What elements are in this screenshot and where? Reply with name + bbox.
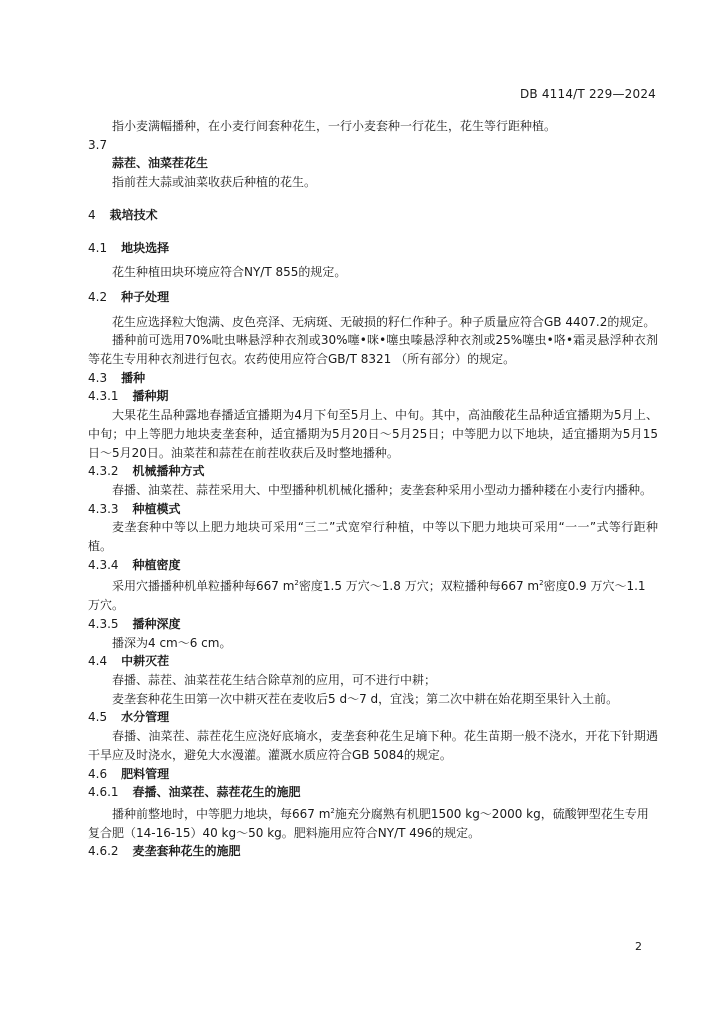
section-4-5-heading — [88, 708, 658, 727]
section-4-3-5-paragraph: 播深为4 cm～6 cm。 — [112, 635, 232, 650]
section-4-2-number: 4.2 — [88, 289, 108, 304]
section-4-4-paragraph-1: 春播、蒜茬、油菜茬花生结合除草剂的应用，可不进行中耕； — [112, 672, 437, 687]
section-4-6-2-heading — [88, 842, 658, 861]
page-number: 2 — [635, 940, 642, 953]
section-4-3-4-number: 4.3.4 — [88, 557, 119, 572]
section-4-6-1-heading — [88, 783, 658, 802]
section-4-5-number: 4.5 — [88, 710, 108, 725]
section-3-7-number: 3.7 — [88, 137, 108, 152]
section-4-3-1-paragraph: 大果花生品种露地春播适宜播期为4月下旬至5月上、中旬。其中，高油酸花生品种适宜播期为5月上、中旬；中上等肥力地块麦垄套种，适宜播期为5月20日～5月25日；中等肥力以下地块，适宜播期为5月15日～5月20日。油菜茬和蒜茬在前茬收获后及时整地播种。 — [88, 408, 658, 460]
section-4-4-title: 中耕灭茬 — [121, 654, 170, 669]
section-4-3-4-heading — [88, 556, 658, 575]
section-4-3-4-paragraph-line-1: 采用穴播播种机单粒播种每667 $m^2$密度1.5 万穴～1.8 万穴；双粒播种每667 $m^2$密度0.9 万穴～1.1 — [112, 579, 646, 594]
section-4-title: 栽培技术 — [109, 207, 158, 222]
section-4-1-title: 地块选择 — [121, 240, 170, 255]
section-4-3-5-heading — [88, 615, 658, 634]
section-3-7-definition: 指前茬大蒜或油菜收获后种植的花生。 — [112, 175, 317, 190]
section-4-3-2-paragraph: 春播、油菜茬、蒜茬采用大、中型播种机机械化播种；麦垄套种采用小型动力播种耧在小麦行内播种。 — [112, 482, 653, 497]
section-4-3-title: 播种 — [121, 370, 146, 385]
section-4-2-heading — [88, 288, 658, 307]
section-4-number: 4 — [88, 207, 96, 222]
section-4-3-3-heading — [88, 500, 658, 519]
section-4-3-5-title: 播种深度 — [132, 616, 181, 631]
section-4-3-number: 4.3 — [88, 370, 108, 385]
section-3-7-title: 蒜茬、油菜茬花生 — [112, 156, 209, 171]
section-4-4-number: 4.4 — [88, 654, 108, 669]
section-4-6-2-title: 麦垄套种花生的施肥 — [132, 844, 241, 859]
section-4-3-1-number: 4.3.1 — [88, 389, 119, 404]
section-4-3-1-heading — [88, 387, 658, 406]
document-body — [88, 117, 658, 861]
section-4-2-paragraph-2: 播种前可选用70%吡虫啉悬浮种衣剂或30%噻•咪•噻虫嗪悬浮种衣剂或25%噻虫•咯•霜灵悬浮种衣剂等花生专用种衣剂进行包衣。农药使用应符合GB/T 8321 （所有部分）的规定。 — [88, 333, 658, 367]
section-4-6-1-paragraph-line-1: 播种前整地时，中等肥力地块，每667 $m^2$施充分腐熟有机肥1500 kg～2000 kg，硫酸钾型花生专用 — [112, 806, 649, 821]
section-4-1-heading — [88, 239, 658, 258]
section-4-2-title: 种子处理 — [121, 289, 170, 304]
section-4-3-4-title: 种植密度 — [132, 557, 181, 572]
document-code: DB 4114/T 229—2024 — [519, 87, 656, 101]
section-4-3-5-number: 4.3.5 — [88, 616, 119, 631]
section-4-6-1-title: 春播、油菜茬、蒜茬花生的施肥 — [132, 785, 301, 800]
section-4-5-title: 水分管理 — [121, 710, 170, 725]
section-4-3-2-number: 4.3.2 — [88, 464, 119, 479]
section-4-6-2-number: 4.6.2 — [88, 844, 119, 859]
section-4-6-1-number: 4.6.1 — [88, 785, 119, 800]
section-4-3-heading — [88, 369, 658, 388]
section-4-3-3-number: 4.3.3 — [88, 501, 119, 516]
section-4-6-1-paragraph-line-2: 复合肥（14-16-15）40 kg～50 kg。肥料施用应符合NY/T 496的规定。 — [88, 825, 481, 840]
section-4-3-2-title: 机械播种方式 — [132, 464, 205, 479]
section-4-4-paragraph-2: 麦垄套种花生田第一次中耕灭茬在麦收后5 d～7 d，宜浅；第二次中耕在始花期至果针入土前。 — [112, 691, 619, 706]
section-4-6-heading — [88, 765, 658, 784]
section-4-3-4-paragraph-line-2: 万穴。 — [88, 598, 125, 613]
section-4-1-paragraph: 花生种植田块环境应符合NY/T 855的规定。 — [112, 265, 347, 280]
section-4-3-3-paragraph: 麦垄套种中等以上肥力地块可采用“三二”式宽窄行种植，中等以下肥力地块可采用“一一”式等行距种植。 — [88, 520, 658, 554]
section-4-6-title: 肥料管理 — [121, 766, 170, 781]
section-4-6-number: 4.6 — [88, 766, 108, 781]
section-4-heading — [88, 206, 658, 225]
section-4-3-2-heading — [88, 462, 658, 481]
section-4-4-heading — [88, 652, 658, 671]
section-4-3-1-title: 播种期 — [132, 389, 169, 404]
intro-line: 指小麦满幅播种，在小麦行间套种花生，一行小麦套种一行花生，花生等行距种植。 — [112, 119, 557, 133]
section-4-3-3-title: 种植模式 — [132, 501, 181, 516]
section-4-5-paragraph: 春播、油菜茬、蒜茬花生应浇好底墒水，麦垄套种花生足墒下种。花生苗期一般不浇水，开花下针期遇干旱应及时浇水，避免大水漫灌。灌溉水质应符合GB 5084的规定。 — [88, 729, 658, 762]
section-4-1-number: 4.1 — [88, 240, 108, 255]
section-4-2-paragraph-1: 花生应选择粒大饱满、皮色亮泽、无病斑、无破损的籽仁作种子。种子质量应符合GB 4407.2的规定。 — [112, 314, 656, 329]
